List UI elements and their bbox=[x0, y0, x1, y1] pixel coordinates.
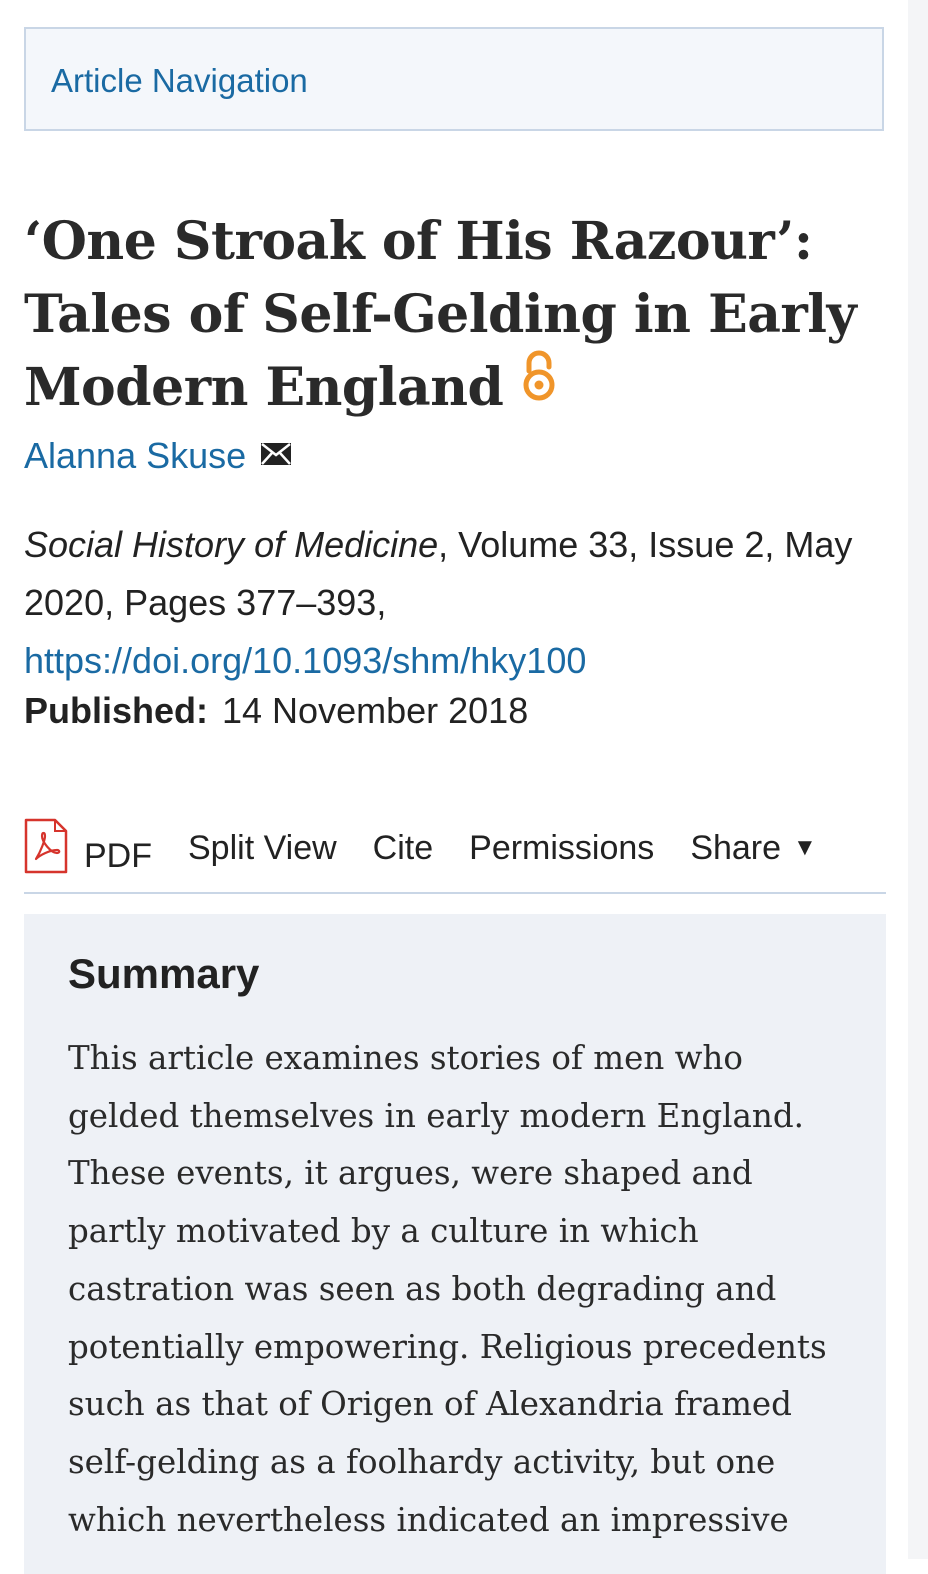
citation-details: , Volume 33, Issue 2, May 2020, Pages 377–393, bbox=[24, 524, 853, 623]
mail-icon[interactable] bbox=[260, 442, 292, 471]
pdf-button[interactable] bbox=[24, 818, 152, 893]
published-label: Published: bbox=[24, 690, 209, 731]
doi-link[interactable]: https://doi.org/10.1093/shm/hky100 bbox=[24, 640, 587, 681]
scroll-gutter bbox=[908, 0, 928, 1559]
published-row bbox=[24, 690, 528, 732]
article-title-text: ‘One Stroak of His Razour’: Tales of Self-Gelding in Early Modern England bbox=[24, 211, 857, 418]
author-link[interactable]: Alanna Skuse bbox=[24, 435, 247, 476]
share-label: Share bbox=[690, 829, 782, 867]
author-row bbox=[24, 435, 292, 477]
published-date: 14 November 2018 bbox=[222, 690, 529, 731]
open-access-icon bbox=[521, 349, 557, 422]
article-navigation-label: Article Navigation bbox=[51, 62, 308, 99]
cite-button[interactable]: Cite bbox=[372, 829, 434, 867]
journal-name[interactable]: Social History of Medicine bbox=[24, 524, 439, 565]
summary-text: This article examines stories of men who gelded themselves in early modern England. These events, it argues, were shaped and partly motivated by a culture in which castration was seen as both degrading and potentially empowering. Religious precedents such as that of Origen of Alexandria framed self-gelding as a foolhardy activity, but one which nevertheless indicated an impressive bbox=[68, 1039, 827, 1539]
article-navigation-button[interactable] bbox=[24, 27, 884, 131]
caret-down-icon: ▼ bbox=[793, 834, 817, 861]
permissions-button[interactable]: Permissions bbox=[469, 829, 655, 867]
article-toolbar bbox=[24, 818, 886, 894]
split-view-button[interactable]: Split View bbox=[188, 829, 337, 867]
pdf-icon bbox=[24, 818, 68, 893]
article-title bbox=[24, 205, 894, 428]
share-button[interactable] bbox=[690, 818, 817, 878]
summary-heading: Summary bbox=[68, 950, 260, 997]
citation-block bbox=[24, 516, 884, 690]
summary-section bbox=[24, 914, 886, 1574]
pdf-label: PDF bbox=[84, 836, 152, 875]
